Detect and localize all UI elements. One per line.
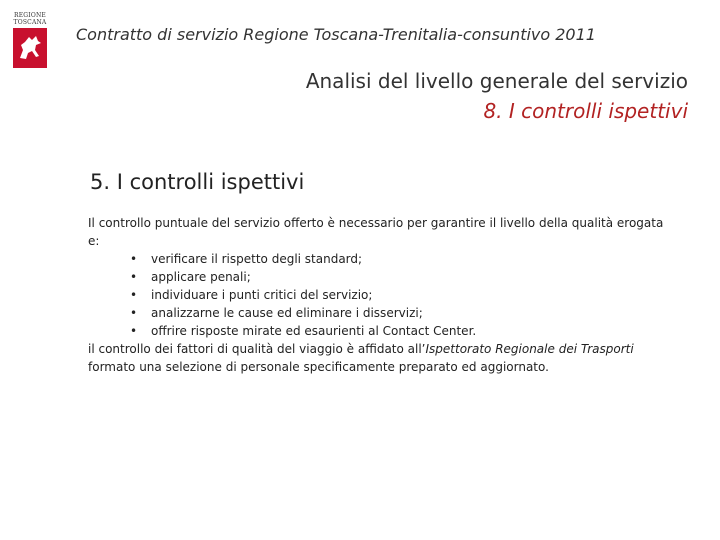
body-text	[88, 214, 668, 376]
bullet-text: offrire risposte mirate ed esaurienti al Contact Center.	[151, 324, 477, 338]
logo-text	[8, 12, 52, 26]
list-item	[88, 250, 668, 268]
bullet-icon: •	[130, 288, 138, 302]
list-item	[88, 322, 668, 340]
bullet-text: analizzarne le cause ed eliminare i disservizi;	[151, 306, 423, 320]
bullet-icon: •	[130, 252, 138, 266]
list-item	[88, 304, 668, 322]
section-title: 5. I controlli ispettivi	[90, 170, 305, 194]
bullet-list	[88, 250, 668, 340]
intro-paragraph: Il controllo puntuale del servizio offerto è necessario per garantire il livello della qualità erogata e:	[88, 216, 664, 248]
slide-subtitle: 8. I controlli ispettivi	[483, 99, 688, 123]
slide-title: Analisi del livello generale del servizio	[305, 69, 688, 93]
logo-line-1: REGIONE	[13, 12, 46, 19]
bullet-text: individuare i punti critici del servizio;	[151, 288, 373, 302]
header-title: Contratto di servizio Regione Toscana-Trenitalia-consuntivo 2011	[76, 25, 596, 44]
inspectorate-name: Ispettorato Regionale dei Trasporti	[425, 342, 634, 356]
regione-toscana-logo	[8, 12, 52, 72]
logo-line-2: TOSCANA	[13, 19, 47, 26]
bullet-text: applicare penali;	[151, 270, 251, 284]
closing-text-start: il controllo dei fattori di qualità del viaggio è affidato all’	[88, 342, 426, 356]
closing-text-end: formato una selezione di personale specificamente preparato ed aggiornato.	[88, 360, 549, 374]
list-item	[88, 268, 668, 286]
bullet-text: verificare il rispetto degli standard;	[151, 252, 363, 266]
pegasus-icon	[13, 28, 47, 68]
bullet-icon: •	[130, 324, 138, 338]
bullet-icon: •	[130, 270, 138, 284]
slide-title-block	[306, 66, 688, 126]
list-item	[88, 286, 668, 304]
bullet-icon: •	[130, 306, 138, 320]
closing-paragraph	[88, 340, 668, 376]
